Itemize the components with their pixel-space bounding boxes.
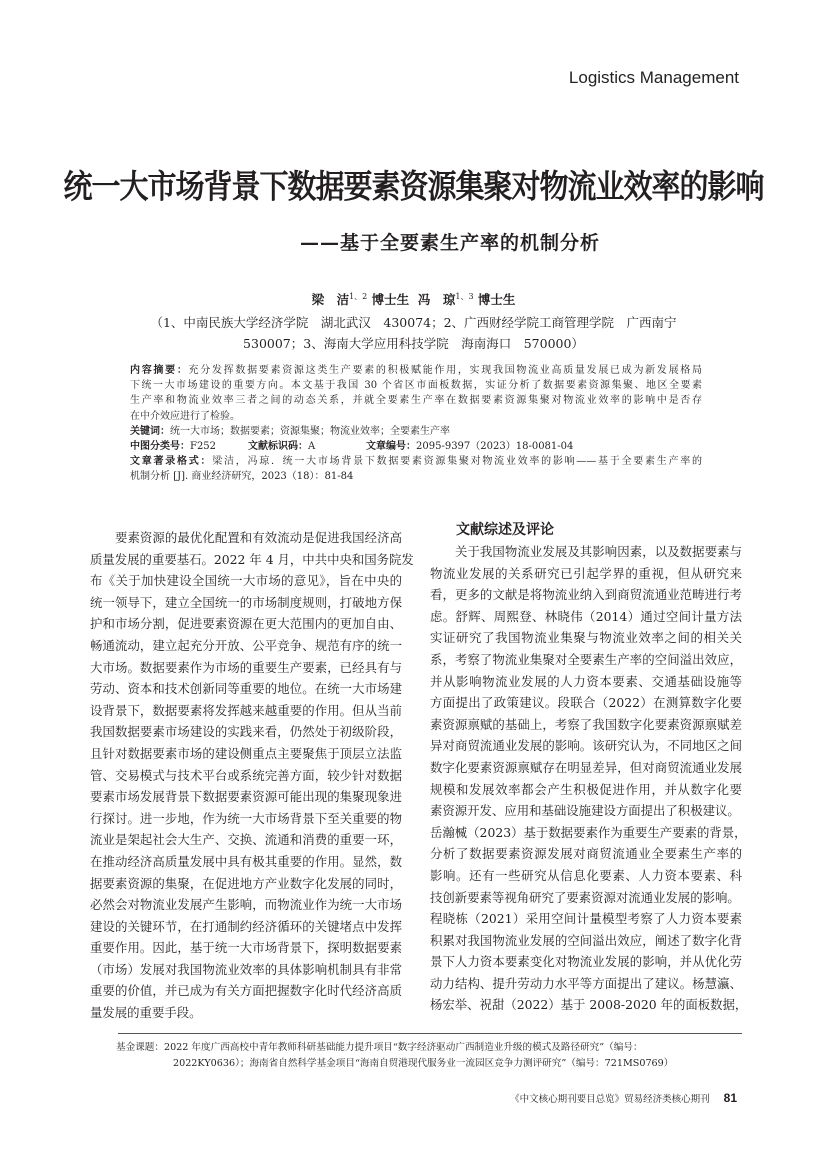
abstract-line: 在中介效应进行了检验。: [130, 410, 240, 422]
body-text-line: 虑。舒辉、周熙登、林晓伟（2014）通过空间计量方法: [430, 608, 742, 624]
body-text-line: 流业是架起社会大生产、交换、流通和消费的重要一环，: [90, 832, 402, 848]
page-number: 81: [723, 1091, 737, 1105]
body-text-line: 量发展的重要手段。: [90, 1005, 202, 1021]
body-text-line: 动力结构、提升劳动力水平等方面提出了建议。杨慧瀛、: [430, 975, 742, 991]
section-heading: 文献综述及评论: [456, 522, 554, 538]
body-text-line: 素资源开发、应用和基础设施建设方面提出了积极建议。: [430, 803, 740, 819]
body-text-line: 重要作用。因此，基于统一大市场背景下，探明数据要素: [90, 940, 402, 956]
affiliation-line: 530007；3、海南大学应用科技学院 海南海口 570000）: [243, 336, 584, 351]
body-text-line: 建设的关键环节，在打通制约经济循环的关键堵点中发挥: [90, 918, 402, 934]
journal-section-header: Logistics Management: [568, 68, 739, 87]
affiliation-line: （1、中南民族大学经济学院 湖北武汉 430074；2、广西财经学院工商管理学院 广西南宁: [150, 315, 677, 330]
author-affil-sup: 1、3: [455, 291, 474, 301]
abstract-label: 内容摘要：: [130, 365, 189, 376]
author-affil-sup: 1、2: [349, 291, 368, 301]
body-text-line: 必然会对物流业发展产生影响，而物流业作为统一大市场: [90, 897, 402, 913]
citation-line: 机制分析 [J]. 商业经济研究，2023（18）：81-84: [130, 471, 354, 483]
body-text-line: 且针对数据要素市场的建设侧重点主要聚焦于顶层立法监: [90, 745, 402, 761]
body-text-line: （市场）发展对我国物流业效率的具体影响机制具有非常: [90, 961, 402, 977]
funding-note: [116, 1040, 756, 1072]
doc-code-label: 文献标识码：: [248, 441, 308, 453]
body-text-line: 设背景下，数据要素将发挥越来越重要的作用。但从当前: [90, 702, 402, 718]
keywords: 统一大市场；数据要素；资源集聚；物流业效率；全要素生产率: [170, 425, 450, 437]
abstract-line: 充分发挥数据要素资源这类生产要素的积极赋能作用，实现我国物流业高质量发展已成为新发展格局: [188, 365, 703, 376]
body-text-line: 系，考察了物流业集聚对全要素生产率的空间溢出效应，: [430, 651, 742, 667]
body-text-line: 行探讨。进一步地，作为统一大市场背景下至关重要的物: [90, 810, 402, 826]
right-column: [430, 520, 748, 1016]
footer-journal-index: 《中文核心期刊要目总览》贸易经济类核心期刊: [510, 1094, 710, 1105]
footnote-divider: [118, 1033, 742, 1034]
body-text-line: 分析了数据要素资源发展对商贸流通业全要素生产率的: [430, 846, 742, 862]
body-text-line: 畅通流动，建立起充分开放、公平竞争、规范有序的统一: [90, 637, 402, 653]
body-text-line: 布《关于加快建设全国统一大市场的意见》，旨在中央的: [90, 573, 402, 589]
body-text-line: 要素资源的最优化配置和有效流动是促进我国经济高: [90, 530, 402, 545]
body-text-line: 据要素资源的集聚，在促进地方产业数字化发展的同时，: [90, 875, 402, 891]
body-text-line: 管、交易模式与技术平台或系统完善方面，较少针对数据: [90, 767, 402, 783]
abstract-line: 生产率和物流业效率三者之间的动态关系，并就全要素生产率在数据要素资源集聚对物流业效率的影响中是否存: [130, 395, 702, 407]
body-text-line: 杨宏举、祝甜（2022）基于 2008-2020 年的面板数据，: [430, 997, 748, 1013]
citation-line: 梁洁，冯琼．统一大市场背景下数据要素资源集聚对物流业效率的影响——基于全要素生产率的: [212, 456, 703, 468]
body-text-line: 实证研究了我国物流业集聚与物流业效率之间的相关关: [430, 630, 742, 646]
body-text-line: 程晓栋（2021）采用空间计量模型考察了人力资本要素: [430, 911, 742, 927]
body-text-line: 看，更多的文献是将物流业纳入到商贸流通业范畴进行考: [430, 587, 742, 603]
article-number-label: 文章编号：: [366, 441, 416, 453]
body-text-line: 要素市场发展背景下数据要素资源可能出现的集聚现象进: [90, 789, 402, 805]
authors: [0, 290, 827, 308]
body-text-line: 大市场。数据要素作为市场的重要生产要素，已经具有与: [90, 659, 402, 675]
body-text-line: 素资源禀赋的基础上，考察了我国数字化要素资源禀赋差: [430, 716, 742, 732]
body-text-line: 护和市场分割，促进要素资源在更大范围内的更加自由、: [90, 616, 402, 632]
body-text-line: 我国数据要素市场建设的实践来看，仍然处于初级阶段，: [90, 724, 402, 740]
body-text-line: 数字化要素资源禀赋存在明显差异，但对商贸流通业发展: [430, 759, 742, 775]
funding-line: 2022 年度广西高校中青年教师科研基础能力提升项目“数字经济驱动广西制造业升级的模式及路径研究”（编号：: [163, 1042, 643, 1053]
body-text-line: 积累对我国物流业发展的空间溢出效应，阐述了数字化背: [430, 932, 742, 948]
body-text-line: 劳动、资本和技术创新同等重要的地位。在统一大市场建: [90, 681, 402, 697]
funding-label: 基金课题：: [116, 1042, 164, 1053]
left-column: [90, 527, 414, 1024]
article-number-value: 2095-9397（2023）18-0081-04: [416, 441, 574, 453]
body-text-line: 影响。还有一些研究从信息化要素、人力资本要素、科: [430, 867, 742, 883]
doc-code-value: A: [308, 441, 316, 453]
abstract-block: [130, 363, 702, 485]
author-title: 博士生: [371, 292, 410, 307]
body-text-line: 规模和发展效率都会产生积极促进作用，并从数字化要: [430, 781, 742, 797]
body-text-line: 统一领导下，建立全国统一的市场制度规则，打破地方保: [90, 594, 402, 610]
body-text-line: 方面提出了政策建议。段联合（2022）在测算数字化要: [430, 695, 742, 711]
body-text-line: 景下人力资本要素变化对物流业发展的影响，并从优化劳: [430, 954, 742, 970]
body-text-line: 关于我国物流业发展及其影响因素，以及数据要素与: [430, 544, 742, 559]
body-text-line: 重要的价值，并已成为有关方面把握数字化时代经济高质: [90, 983, 402, 999]
body-text-line: 并从影响物流业发展的人力资本要素、交通基础设施等: [430, 673, 742, 689]
keywords-label: 关键词：: [130, 425, 170, 437]
author-title: 博士生: [477, 292, 516, 307]
clc-label: 中图分类号：: [130, 441, 190, 453]
body-text-line: 物流业发展的关系研究已引起学界的重视，但从研究来: [430, 565, 742, 581]
citation-label: 文章著录格式：: [130, 456, 213, 468]
page-footer: [510, 1091, 737, 1105]
body-text-line: 异对商贸流通业发展的影响。该研究认为，不同地区之间: [430, 738, 742, 754]
clc-value: F252: [190, 441, 217, 453]
article-title: 统一大市场背景下数据要素资源集聚对物流业效率的影响: [63, 167, 764, 206]
author-name: 冯 琼: [417, 292, 456, 307]
body-text-line: 质量发展的重要基石。2022 年 4 月，中共中央和国务院发: [90, 551, 414, 567]
body-text-line: 在推动经济高质量发展中具有极其重要的作用。显然，数: [90, 853, 402, 869]
body-text-line: 技创新要素等视角研究了要素资源对流通业发展的影响。: [430, 889, 740, 905]
body-text-line: 岳瀚楲（2023）基于数据要素作为重要生产要素的背景，: [430, 824, 747, 840]
abstract-line: 下统一大市场建设的重要方向。本文基于我国 30 个省区市面板数据，实证分析了数据要素资源集聚、地区全要素: [130, 380, 702, 392]
funding-line: 2022KY0636）；海南省自然科学基金项目“海南自贸港现代服务业一流园区竞争力测评研究”（编号：721MS0769）: [173, 1058, 674, 1069]
article-subtitle: ——基于全要素生产率的机制分析: [300, 232, 601, 254]
author-name: 梁 洁: [311, 292, 350, 307]
